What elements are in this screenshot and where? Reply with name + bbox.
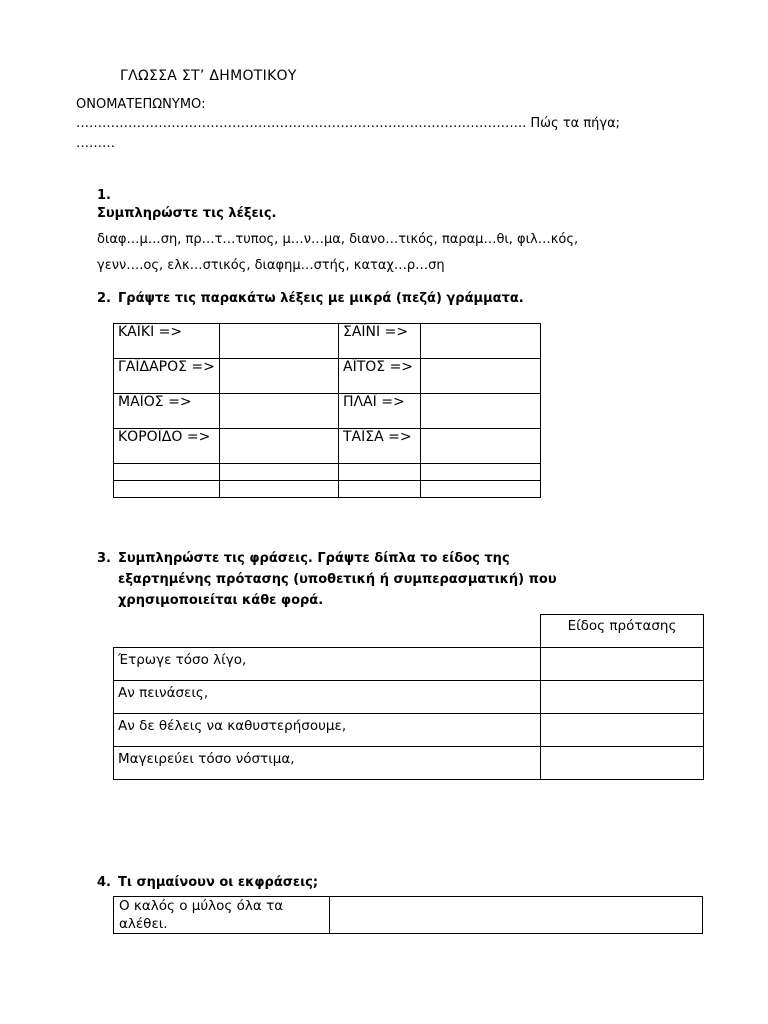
table-row [114, 680, 704, 713]
q3-answer-cell[interactable] [541, 647, 704, 680]
q2-word-cell: ΜΑΪΟΣ => [114, 394, 220, 429]
q3-title-line-2: εξαρτημένης πρότασης (υποθετική ή συμπερασματική) που [118, 572, 557, 587]
q4-answer-cell[interactable] [330, 897, 703, 934]
q4-title-text: Τι σημαίνουν οι εκφράσεις; [118, 875, 319, 890]
q2-answer-cell[interactable] [421, 394, 541, 429]
name-field-line: ………………………………………………………………………………………….. Πώς τα πήγα; [76, 116, 621, 131]
table-row [114, 897, 703, 934]
q3-sentence-cell: Αν δε θέλεις να καθυστερήσουμε, [114, 713, 541, 746]
q2-answer-cell[interactable] [220, 481, 339, 498]
q3-answer-cell[interactable] [541, 680, 704, 713]
q2-word-cell[interactable] [339, 464, 421, 481]
q3-sentence-cell: Αν πεινάσεις, [114, 680, 541, 713]
table-row [114, 464, 541, 481]
table-row [114, 481, 541, 498]
table-row [114, 429, 541, 464]
q2-answer-cell[interactable] [421, 464, 541, 481]
q2-word-cell: ΣΑΪΝΙ => [339, 324, 421, 359]
q3-answer-cell[interactable] [541, 746, 704, 779]
q3-sentence-cell: Έτρωγε τόσο λίγο, [114, 647, 541, 680]
q2-answer-cell[interactable] [421, 481, 541, 498]
table-header-row [114, 615, 704, 648]
table-row [114, 746, 704, 779]
q2-word-cell: ΑΪΤΟΣ => [339, 359, 421, 394]
q2-answer-cell[interactable] [421, 429, 541, 464]
q4-number: 4. [97, 875, 111, 890]
table-row [114, 394, 541, 429]
q3-table [113, 614, 704, 780]
q4-title [97, 875, 318, 890]
q2-word-cell: ΓΑΪΔΑΡΟΣ => [114, 359, 220, 394]
page-title: ΓΛΩΣΣΑ ΣΤ’ ΔΗΜΟΤΙΚΟΥ [120, 68, 297, 84]
q3-title-line-1: Συμπληρώστε τις φράσεις. Γράψτε δίπλα το είδος της [118, 551, 510, 566]
table-row [114, 713, 704, 746]
q3-sentence-cell: Μαγειρεύει τόσο νόστιμα, [114, 746, 541, 779]
q1-words-line-1: διαφ…μ…ση, πρ…τ…τυπος, μ…ν…μα, διανο…τικός, παραμ…θι, φιλ…κός, [97, 232, 579, 247]
table-row [114, 359, 541, 394]
q4-expression-line-2: αλέθει. [119, 916, 168, 932]
q3-number: 3. [97, 551, 111, 566]
q4-expression-line-1: Ο καλός ο μύλος όλα τα [119, 898, 284, 914]
q2-word-cell: ΠΛΑΪ => [339, 394, 421, 429]
q3-title-line-3: χρησιμοποιείται κάθε φορά. [118, 593, 324, 608]
q2-answer-cell[interactable] [220, 394, 339, 429]
q2-word-cell[interactable] [114, 481, 220, 498]
q2-word-cell: ΚΟΡΟΪΔΟ => [114, 429, 220, 464]
q2-word-cell[interactable] [114, 464, 220, 481]
table-row [114, 647, 704, 680]
q2-word-cell[interactable] [339, 481, 421, 498]
q2-answer-cell[interactable] [220, 324, 339, 359]
q2-answer-cell[interactable] [220, 359, 339, 394]
q2-title-text: Γράψτε τις παρακάτω λέξεις με μικρά (πεζά) γράμματα. [118, 291, 524, 306]
q2-answer-cell[interactable] [220, 464, 339, 481]
q2-answer-cell[interactable] [421, 359, 541, 394]
q4-expression-cell [114, 897, 330, 934]
q2-word-cell: ΤΑΪΣΑ => [339, 429, 421, 464]
q2-answer-cell[interactable] [421, 324, 541, 359]
table-row [114, 324, 541, 359]
q2-answer-cell[interactable] [220, 429, 339, 464]
q3-header-cell: Είδος πρότασης [541, 615, 704, 648]
name-label: ΟΝΟΜΑΤΕΠΩΝΥΜΟ: [76, 97, 206, 112]
score-field-line: ……… [76, 136, 115, 151]
q2-table [113, 323, 541, 498]
q2-title [97, 291, 524, 306]
q2-word-cell: ΚΑΪΚΙ => [114, 324, 220, 359]
q1-title: Συμπληρώστε τις λέξεις. [97, 206, 277, 221]
q1-words-line-2: γενν….ος, ελκ…στικός, διαφημ…στής, καταχ…ρ…ση [97, 258, 445, 273]
q1-number: 1. [97, 188, 111, 203]
q2-number: 2. [97, 291, 111, 306]
q3-title [97, 548, 557, 611]
q4-table [113, 896, 703, 934]
q3-answer-cell[interactable] [541, 713, 704, 746]
